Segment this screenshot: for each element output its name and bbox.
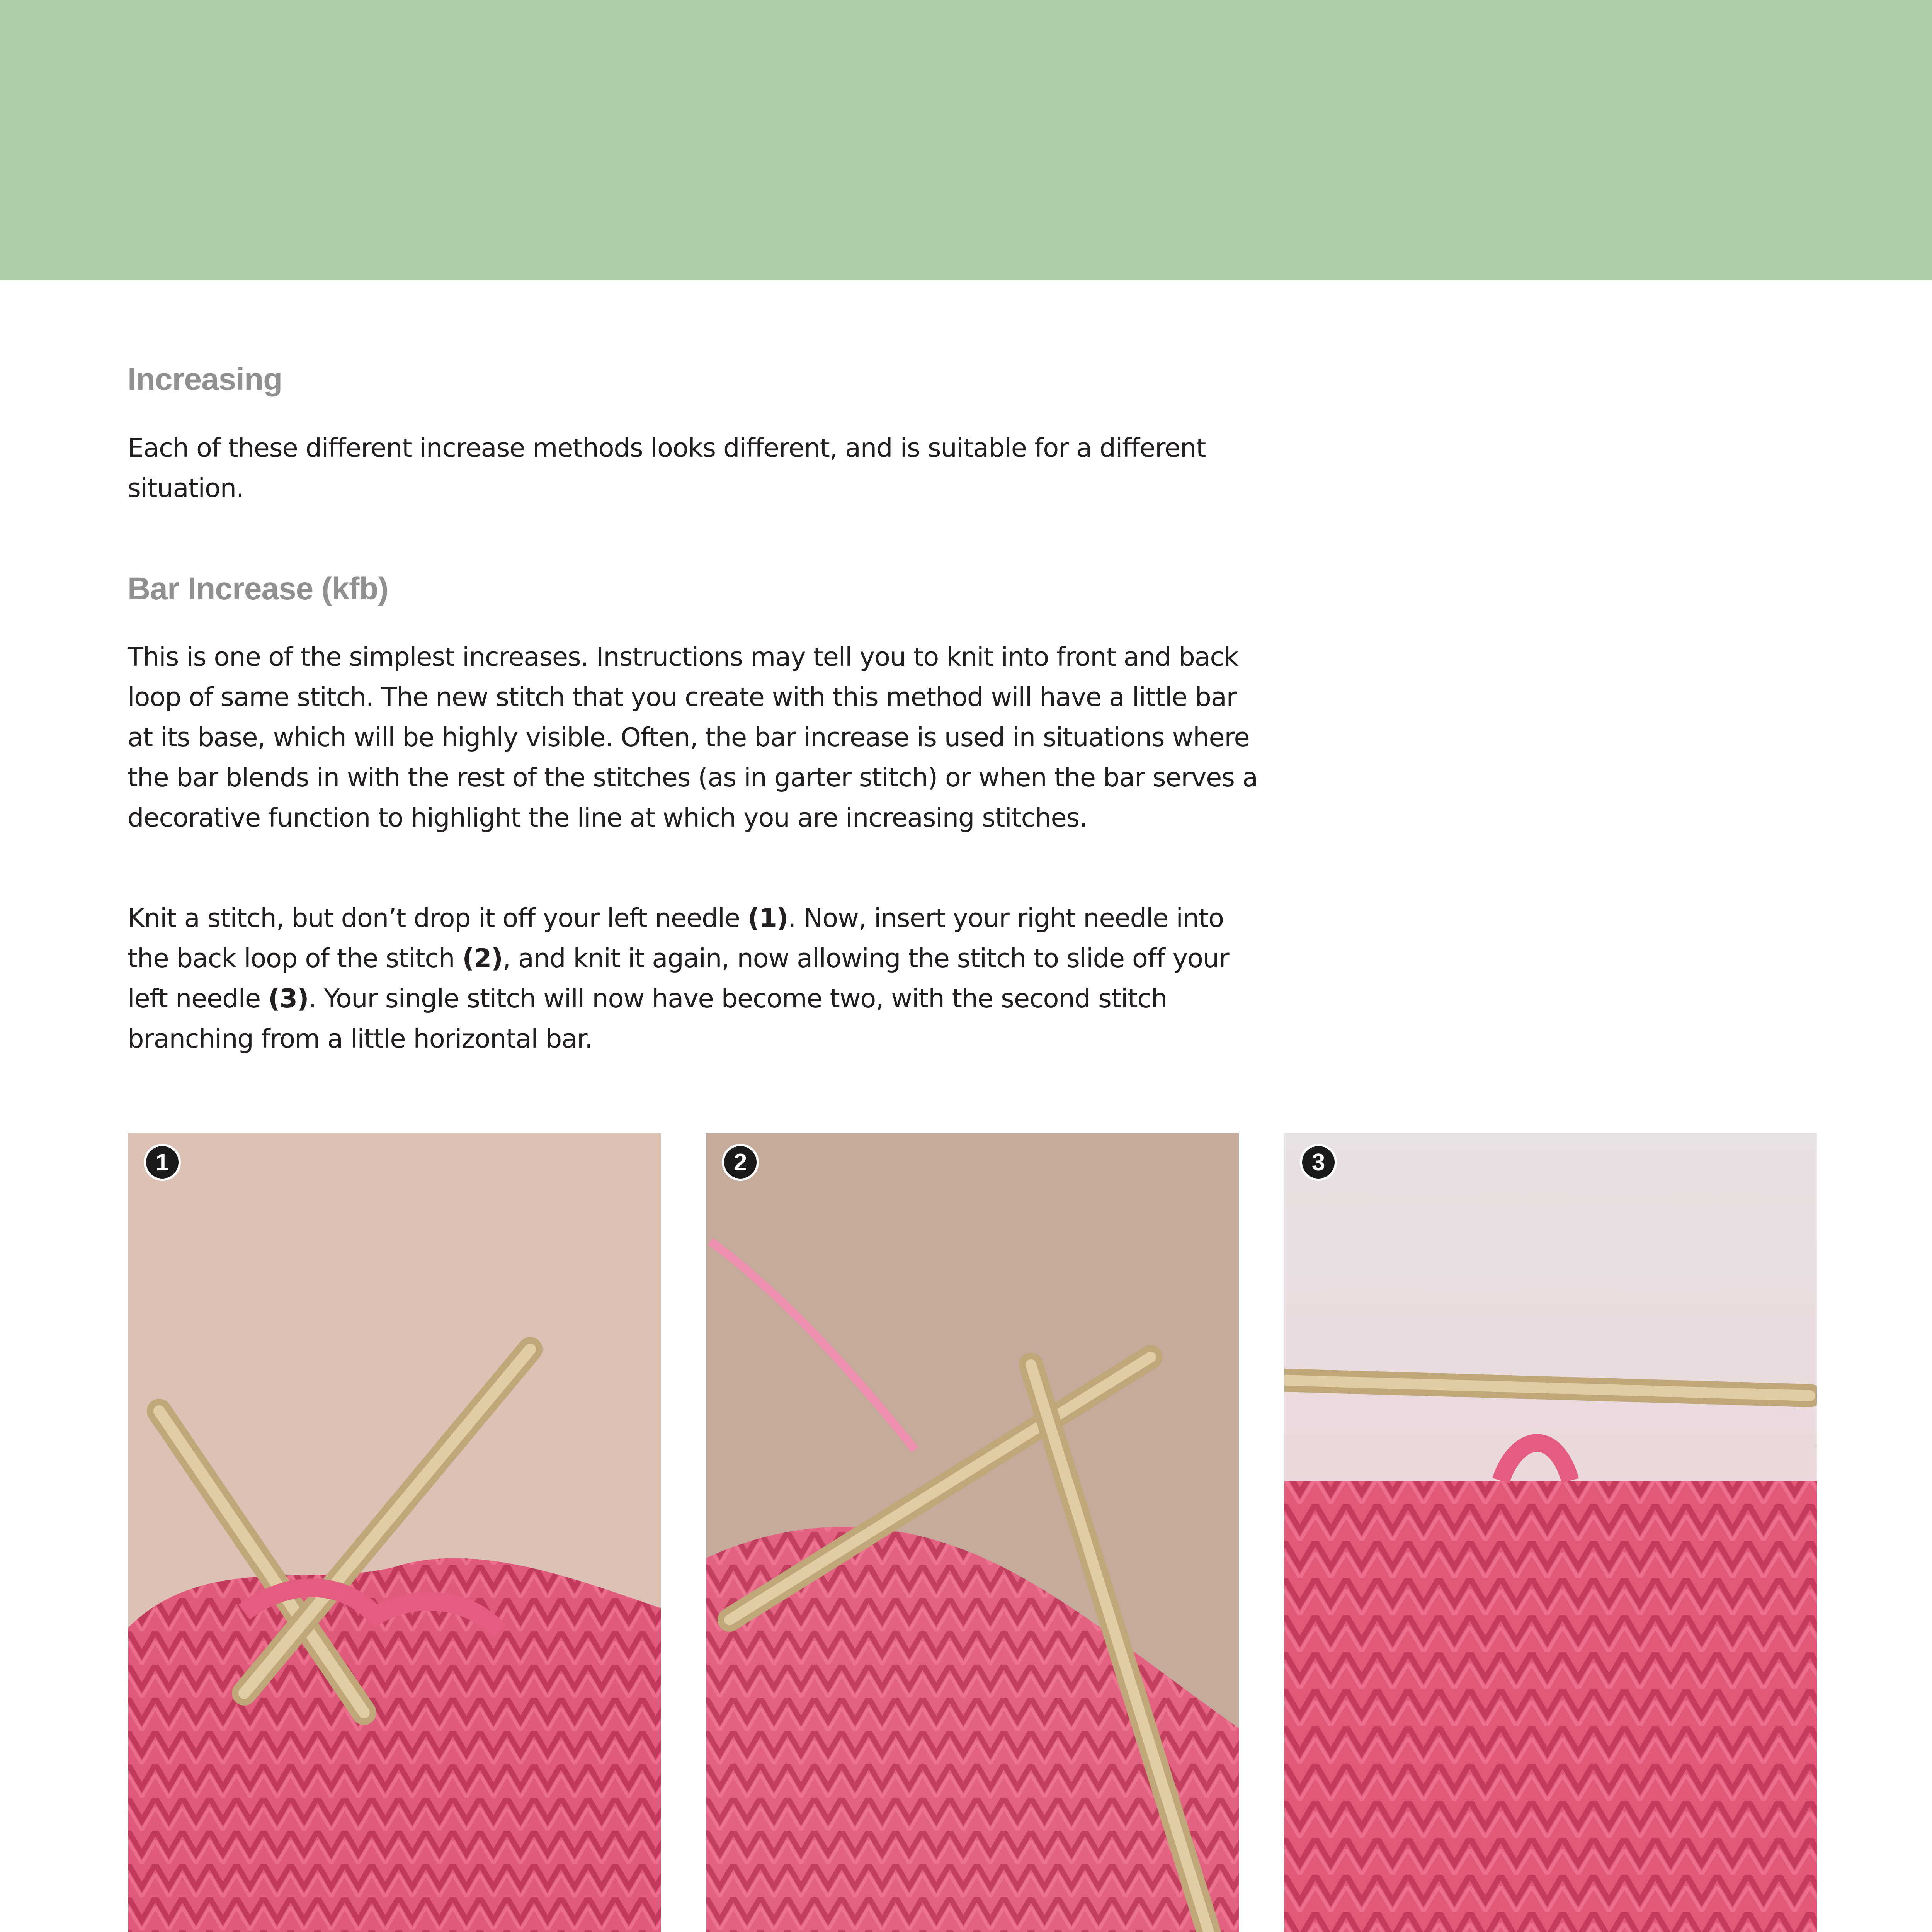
step-ref-2: (2) (462, 943, 503, 973)
step-text-1: Knit a stitch, but don’t drop it off your left needle (128, 903, 748, 933)
knitting-photo-2 (706, 1133, 1239, 1932)
increasing-heading: Increasing (128, 362, 282, 397)
step-text-3: , and knit it again, now allowing the stitch to slide off your left needle (128, 943, 1229, 1014)
step-photo-2 (706, 1133, 1239, 1932)
header-color-band (0, 0, 1932, 280)
step-photo-1 (128, 1133, 661, 1932)
step-badge-1: 1 (144, 1144, 181, 1181)
step-badge-3: 3 (1300, 1144, 1337, 1181)
step-ref-1: (1) (747, 903, 788, 933)
step-badge-2: 2 (722, 1144, 759, 1181)
bar-increase-heading: Bar Increase (kfb) (128, 571, 388, 606)
step-photo-3 (1284, 1133, 1817, 1932)
step-ref-3: (3) (268, 983, 309, 1014)
knitting-photo-1 (128, 1133, 661, 1932)
step-text-2: . Now, insert your right needle into the back loop of the stitch (128, 903, 1224, 973)
step-text-4: . Your single stitch will now have become two, with the second stitch branching from a little horizontal bar. (128, 983, 1167, 1054)
increasing-intro: Each of these different increase methods looks different, and is suitable for a different situation. (128, 433, 1206, 503)
knitting-photo-3 (1284, 1133, 1817, 1932)
bar-increase-description: This is one of the simplest increases. Instructions may tell you to knit into front and back loop of same stitch. The new stitch that you create with this method will have a little bar at its base, which will be highly visible. Often, the bar increase is used in situations where the bar blends in with the rest of the stitches (as in garter stitch) or when the bar serves a decorative function to highlight the line at which you are increasing stitches. (128, 642, 1258, 833)
bar-increase-steps (128, 898, 1267, 1059)
